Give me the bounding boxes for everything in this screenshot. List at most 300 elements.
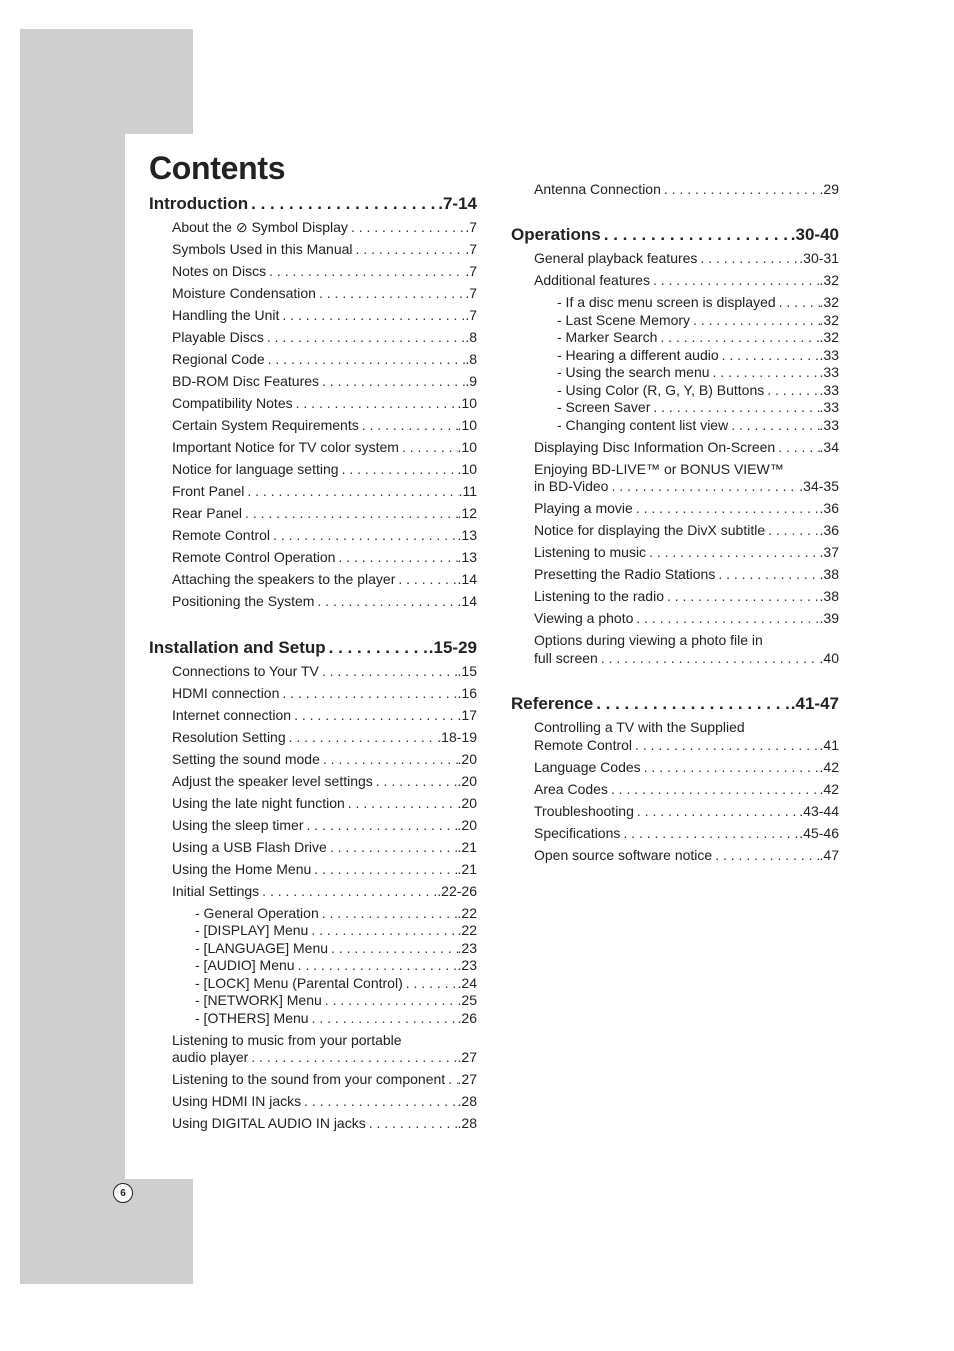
toc-entry: [149, 1032, 477, 1067]
toc-entry-row: [511, 650, 839, 668]
toc-entry-title: Playing a movie: [534, 500, 633, 516]
toc-entry: [149, 219, 477, 237]
toc-entry-title: - [LOCK] Menu (Parental Control): [195, 974, 403, 991]
toc-entry-row: [511, 522, 839, 540]
toc-entry-title: Troubleshooting: [534, 802, 634, 819]
toc-entry-row: [511, 588, 839, 606]
section-heading: [511, 693, 839, 715]
leader-dots: [373, 773, 458, 791]
leader-dots: [728, 417, 819, 435]
toc-entry: [511, 181, 839, 199]
toc-entry: [149, 527, 477, 545]
toc-entry-page: .23: [457, 939, 477, 956]
leader-dots: [319, 663, 458, 681]
section-heading: [149, 193, 477, 215]
toc-subentry: [149, 975, 477, 993]
toc-entry-title: in BD-Video: [534, 478, 609, 494]
leader-dots: [264, 329, 465, 347]
leader-dots: [314, 593, 457, 611]
toc-entry: [511, 632, 839, 667]
toc-entry-row: [149, 417, 477, 435]
toc-entry-page: .28: [457, 1093, 477, 1109]
toc-entry-row: [149, 351, 477, 369]
toc-entry-row: [149, 992, 477, 1010]
toc-entry-title: Viewing a photo: [534, 610, 634, 626]
leader-dots: [697, 250, 799, 268]
toc-entry-title: - [AUDIO] Menu: [195, 957, 295, 973]
toc-entry-row: [511, 803, 839, 821]
leader-dots: [335, 549, 457, 567]
toc-entry-row: [511, 847, 839, 865]
toc-entry-row: [511, 364, 839, 382]
toc-subentry: [511, 364, 839, 382]
toc-subentry: [511, 399, 839, 417]
toc-entry-title: - Screen Saver: [557, 399, 651, 415]
leader-dots: [248, 1049, 457, 1067]
toc-entry-row: [149, 839, 477, 857]
toc-entry-page: .27: [457, 1049, 477, 1065]
toc-entry-page: .8: [465, 329, 477, 345]
toc-entry-page: .41: [819, 736, 839, 753]
toc-entry-page: .22-26: [437, 882, 477, 899]
toc-entry-title: Handling the Unit: [172, 307, 280, 323]
toc-entry-title: Language Codes: [534, 758, 641, 775]
toc-entry: [149, 593, 477, 611]
leader-dots: [311, 861, 457, 879]
toc-entry-row: [149, 307, 477, 325]
toc-entry-page: .42: [819, 780, 839, 797]
toc-entry-title: Notice for displaying the DivX subtitle: [534, 522, 766, 538]
toc-entry-row: [149, 373, 477, 391]
leader-dots: [608, 781, 820, 799]
toc-entry-page: .28: [457, 1115, 477, 1131]
toc-entry: [149, 883, 477, 901]
toc-entry-page: .20: [457, 794, 477, 811]
toc-entry-row: [511, 759, 839, 777]
leader-dots: [320, 751, 458, 769]
toc-entry-title: - [OTHERS] Menu: [195, 1009, 309, 1026]
toc-entry-row: [149, 729, 477, 747]
section-pages: .41-47: [790, 694, 839, 713]
toc-entry-page: .23: [457, 957, 477, 973]
page-number: 6: [113, 1183, 133, 1203]
leader-dots: [715, 566, 819, 584]
leader-dots: [327, 839, 458, 857]
leader-dots: [295, 957, 458, 975]
toc-entry-title: - [LANGUAGE] Menu: [195, 939, 329, 956]
toc-entry-page: .45-46: [799, 824, 839, 841]
toc-entry-title: Displaying Disc Information On-Screen: [534, 438, 776, 455]
toc-entry-row: [511, 272, 839, 290]
toc-entry-row: [511, 544, 839, 562]
toc-entry-page: .22: [457, 922, 477, 938]
toc-entry-page: .33: [819, 399, 839, 415]
toc-entry: [511, 610, 839, 628]
leader-dots: [319, 373, 465, 391]
toc-entry-line1: Controlling a TV with the Supplied: [534, 719, 745, 735]
toc-entry: [511, 781, 839, 799]
leader-dots: [353, 241, 466, 259]
toc-entry: [511, 272, 839, 290]
toc-subentry: [149, 957, 477, 975]
leader-dots: [710, 364, 820, 382]
toc-entry-page: .14: [457, 571, 477, 587]
toc-entry-title: - If a disc menu screen is displayed: [557, 294, 776, 310]
toc-entry-page: .20: [457, 750, 477, 767]
toc-entry-title: Compatibility Notes: [172, 395, 293, 411]
section-title: Introduction: [149, 194, 249, 213]
toc-entry-page: .42: [819, 758, 839, 775]
toc-subentry: [511, 294, 839, 312]
leader-dots: [270, 527, 457, 545]
toc-entry: [511, 566, 839, 584]
toc-entry-page: .14: [457, 593, 477, 609]
toc-entry-page: .47: [819, 846, 839, 863]
leader-dots: [620, 825, 799, 843]
toc-entry: [511, 803, 839, 821]
toc-entry-title: Adjust the speaker level settings: [172, 772, 373, 789]
toc-entry-row: [149, 329, 477, 347]
toc-entry-page: .13: [457, 527, 477, 543]
leader-dots: [286, 729, 438, 747]
toc-entry-title: Certain System Requirements: [172, 417, 359, 433]
toc-entry-page: .25: [457, 992, 477, 1008]
toc-entry-page: .30-31: [799, 250, 839, 266]
toc-entry-page: .9: [465, 373, 477, 389]
toc-entry-row: [511, 566, 839, 584]
toc-entry-page: .34-35: [799, 478, 839, 494]
toc-entry-page: .26: [457, 1009, 477, 1026]
leader-dots: [601, 224, 791, 246]
toc-entry-page: .32: [819, 294, 839, 310]
toc-entry-page: .27: [457, 1071, 477, 1087]
toc-entry-row: [511, 347, 839, 365]
toc-entry: [511, 825, 839, 843]
toc-entry-page: .15: [457, 662, 477, 679]
toc-entry-row: [149, 241, 477, 259]
toc-entry-title: Connections to Your TV: [172, 662, 319, 679]
toc-entry-title: - [NETWORK] Menu: [195, 992, 322, 1008]
toc-entry-page: .34: [819, 438, 839, 455]
toc-entry-title: BD-ROM Disc Features: [172, 373, 320, 389]
toc-entry: [149, 1115, 477, 1133]
toc-entry-title: Listening to the radio: [534, 588, 664, 604]
toc-entry-page: .7: [465, 307, 477, 323]
toc-entry-title: audio player: [172, 1049, 249, 1065]
toc-entry-line1: Options during viewing a photo file in: [534, 632, 763, 648]
toc-entry-title: Presetting the Radio Stations: [534, 566, 716, 582]
toc-entry: [149, 285, 477, 303]
toc-entry: [149, 505, 477, 523]
leader-dots: [366, 1115, 458, 1133]
leader-dots: [764, 382, 819, 400]
leader-dots: [608, 478, 799, 496]
section-heading: [511, 224, 839, 246]
toc-entry: [149, 571, 477, 589]
toc-entry-row: [511, 610, 839, 628]
toc-entry: [511, 522, 839, 540]
leader-dots: [326, 637, 429, 659]
toc-entry-page: .33: [819, 416, 839, 433]
section-pages: .30-40: [790, 225, 839, 244]
toc-entry: [149, 417, 477, 435]
toc-entry-title: - General Operation: [195, 904, 319, 921]
section-pages: .7-14: [438, 194, 477, 213]
leader-dots: [279, 307, 465, 325]
toc-entry: [149, 1093, 477, 1111]
section-title: Operations: [511, 225, 601, 244]
toc-entry-title: Remote Control Operation: [172, 549, 336, 565]
toc-entry-page: .33: [819, 381, 839, 398]
toc-entry-page: .32: [819, 272, 839, 288]
leader-dots: [712, 847, 819, 865]
toc-entry-page: .43-44: [799, 802, 839, 819]
toc-entry-page: .17: [457, 706, 477, 723]
toc-entry: [149, 729, 477, 747]
toc-entry-row: [149, 1010, 477, 1028]
toc-entry: [149, 439, 477, 457]
leader-dots: [399, 439, 458, 457]
toc-subentry: [511, 417, 839, 435]
toc-entry-page: .37: [819, 544, 839, 560]
leader-dots: [328, 940, 457, 958]
toc-entry: [149, 461, 477, 479]
toc-entry-page: .21: [457, 838, 477, 855]
toc-entry: [149, 817, 477, 835]
toc-entry-page: .24: [457, 974, 477, 991]
toc-subentry: [511, 347, 839, 365]
toc-entry-row: [149, 1049, 477, 1067]
leader-dots: [650, 272, 820, 290]
toc-entry-row: [149, 285, 477, 303]
leader-dots: [244, 483, 458, 501]
toc-entry-row: [511, 250, 839, 268]
leader-dots: [339, 461, 458, 479]
toc-entry-title: HDMI connection: [172, 684, 280, 701]
leader-dots: [345, 795, 458, 813]
leader-dots: [319, 905, 458, 923]
toc-entry-title: Front Panel: [172, 483, 245, 499]
toc-subentry: [149, 1010, 477, 1028]
toc-entry-page: .40: [819, 649, 839, 666]
toc-entry-title: About the ⊘ Symbol Display: [172, 219, 348, 235]
toc-entry-row: [511, 329, 839, 347]
toc-entry-title: General playback features: [534, 250, 698, 266]
toc-entry: [511, 847, 839, 865]
toc-entry-title: Initial Settings: [172, 882, 260, 899]
leader-dots: [248, 193, 438, 215]
toc-entry: [149, 795, 477, 813]
toc-entry-title: Setting the sound mode: [172, 750, 320, 767]
toc-entry-page: .38: [819, 566, 839, 582]
leader-dots: [266, 263, 465, 281]
toc-entry: [149, 751, 477, 769]
leader-dots: [661, 181, 820, 199]
toc-entry: [149, 241, 477, 259]
toc-entry-page: .39: [819, 610, 839, 626]
toc-subentry: [149, 905, 477, 923]
toc-entry: [511, 250, 839, 268]
toc-entry-page: .7: [465, 263, 477, 279]
toc-entry-page: .18-19: [437, 728, 477, 745]
toc-right-column: [511, 176, 839, 864]
toc-entry-title: Symbols Used in this Manual: [172, 241, 353, 257]
toc-entry-page: .20: [457, 816, 477, 833]
toc-entry-row: [149, 685, 477, 703]
toc-subentry: [149, 922, 477, 940]
toc-entry-row: [149, 1071, 477, 1089]
toc-entry-title: Remote Control: [172, 527, 271, 543]
toc-entry-title: - Last Scene Memory: [557, 311, 691, 328]
leader-dots: [664, 588, 820, 606]
toc-entry-row: [149, 263, 477, 281]
toc-entry: [149, 549, 477, 567]
leader-dots: [403, 975, 458, 993]
section-title: Reference: [511, 694, 594, 713]
toc-entry: [511, 719, 839, 754]
toc-entry: [149, 395, 477, 413]
toc-entry-page: .32: [819, 311, 839, 328]
toc-entry-page: .10: [457, 439, 477, 455]
leader-dots: [348, 219, 465, 237]
leader-dots: [242, 505, 457, 523]
toc-entry-row: [511, 181, 839, 199]
toc-entry: [149, 663, 477, 681]
leader-dots: [308, 922, 457, 940]
toc-entry-title: full screen: [534, 649, 598, 666]
leader-dots: [445, 1071, 457, 1089]
toc-entry-row: [149, 527, 477, 545]
toc-entry-page: .7: [465, 285, 477, 301]
toc-entry-title: Using a USB Flash Drive: [172, 838, 327, 855]
leader-dots: [775, 439, 819, 457]
toc-entry-row: [511, 500, 839, 518]
toc-entry-title: Using the sleep timer: [172, 816, 304, 833]
toc-entry-title: Notice for language setting: [172, 461, 339, 477]
toc-entry-page: .38: [819, 588, 839, 604]
section-title: Installation and Setup: [149, 637, 326, 657]
toc-entry-title: - Changing content list view: [557, 416, 729, 433]
leader-dots: [265, 351, 466, 369]
margin-band-side: [20, 134, 125, 1284]
toc-entry-row: [149, 571, 477, 589]
toc-entry-title: Resolution Setting: [172, 728, 286, 745]
toc-entry-page: .22: [457, 904, 477, 921]
toc-entry-title: Regional Code: [172, 351, 265, 367]
toc-entry-row: [149, 795, 477, 813]
leader-dots: [395, 571, 457, 589]
toc-entry-row: [149, 593, 477, 611]
leader-dots: [316, 285, 465, 303]
toc-entry-row: [511, 312, 839, 330]
leader-dots: [259, 883, 437, 901]
toc-entry-title: Listening to music: [534, 544, 647, 560]
toc-entry-row: [149, 1115, 477, 1133]
leader-dots: [322, 992, 458, 1010]
toc-entry-page: .13: [457, 549, 477, 565]
toc-entry-title: Using the Home Menu: [172, 860, 312, 877]
toc-entry-row: [149, 905, 477, 923]
toc-entry-row: [149, 707, 477, 725]
toc-entry-page: .21: [457, 860, 477, 877]
toc-entry-row: [149, 461, 477, 479]
toc-entry-row: [511, 382, 839, 400]
toc-entry-title: Listening to the sound from your component: [172, 1071, 446, 1087]
toc-entry: [149, 773, 477, 791]
leader-dots: [593, 693, 791, 715]
toc-entry-title: - Using Color (R, G, Y, B) Buttons: [557, 381, 765, 398]
leader-dots: [279, 685, 457, 703]
toc-entry-row: [149, 773, 477, 791]
toc-entry-row: [149, 751, 477, 769]
toc-entry-row: [511, 294, 839, 312]
toc-entry-page: .33: [819, 364, 839, 380]
toc-entry: [149, 1071, 477, 1089]
toc-entry-title: Using HDMI IN jacks: [172, 1093, 302, 1109]
toc-entry-row: [149, 817, 477, 835]
toc-entry-line1: Listening to music from your portable: [172, 1031, 402, 1048]
toc-entry: [149, 351, 477, 369]
toc-entry-row: [511, 737, 839, 755]
toc-entry-title: Additional features: [534, 272, 650, 288]
margin-band-top: [20, 29, 193, 134]
toc-entry-title: Area Codes: [534, 780, 608, 797]
toc-entry: [149, 685, 477, 703]
toc-entry: [511, 439, 839, 457]
toc-entry-page: .16: [457, 684, 477, 701]
toc-entry-row: [149, 505, 477, 523]
toc-entry-row: [149, 549, 477, 567]
toc-entry-title: - Hearing a different audio: [557, 346, 719, 363]
leader-dots: [650, 399, 819, 417]
toc-entry-title: Remote Control: [534, 736, 633, 753]
toc-entry-title: Moisture Condensation: [172, 285, 316, 301]
page-title: Contents: [149, 150, 286, 186]
toc-entry: [511, 461, 839, 496]
toc-entry-title: Rear Panel: [172, 505, 243, 521]
toc-entry: [149, 707, 477, 725]
toc-entry-title: Antenna Connection: [534, 180, 661, 197]
leader-dots: [632, 737, 819, 755]
toc-entry: [149, 307, 477, 325]
toc-entry-row: [149, 975, 477, 993]
toc-entry-row: [149, 922, 477, 940]
toc-entry: [149, 483, 477, 501]
leader-dots: [633, 500, 820, 518]
toc-entry: [149, 263, 477, 281]
toc-entry-page: .7: [465, 219, 477, 235]
toc-entry-row: [149, 663, 477, 681]
leader-dots: [719, 347, 820, 365]
toc-entry-row: [149, 957, 477, 975]
toc-entry-row: [149, 483, 477, 501]
toc-entry-title: - [DISPLAY] Menu: [195, 922, 309, 938]
toc-entry-page: .36: [819, 522, 839, 538]
toc-entry: [149, 861, 477, 879]
toc-entry-page: .10: [457, 395, 477, 411]
leader-dots: [776, 294, 820, 312]
toc-entry-title: Specifications: [534, 824, 621, 841]
toc-entry-row: [511, 439, 839, 457]
toc-entry-line1: Enjoying BD-LIVE™ or BONUS VIEW™: [534, 460, 784, 477]
leader-dots: [657, 329, 819, 347]
leader-dots: [291, 707, 457, 725]
toc-entry-title: Notes on Discs: [172, 263, 267, 279]
leader-dots: [634, 803, 799, 821]
section-pages: .15-29: [428, 637, 477, 657]
toc-entry: [511, 759, 839, 777]
toc-entry-row: [149, 861, 477, 879]
